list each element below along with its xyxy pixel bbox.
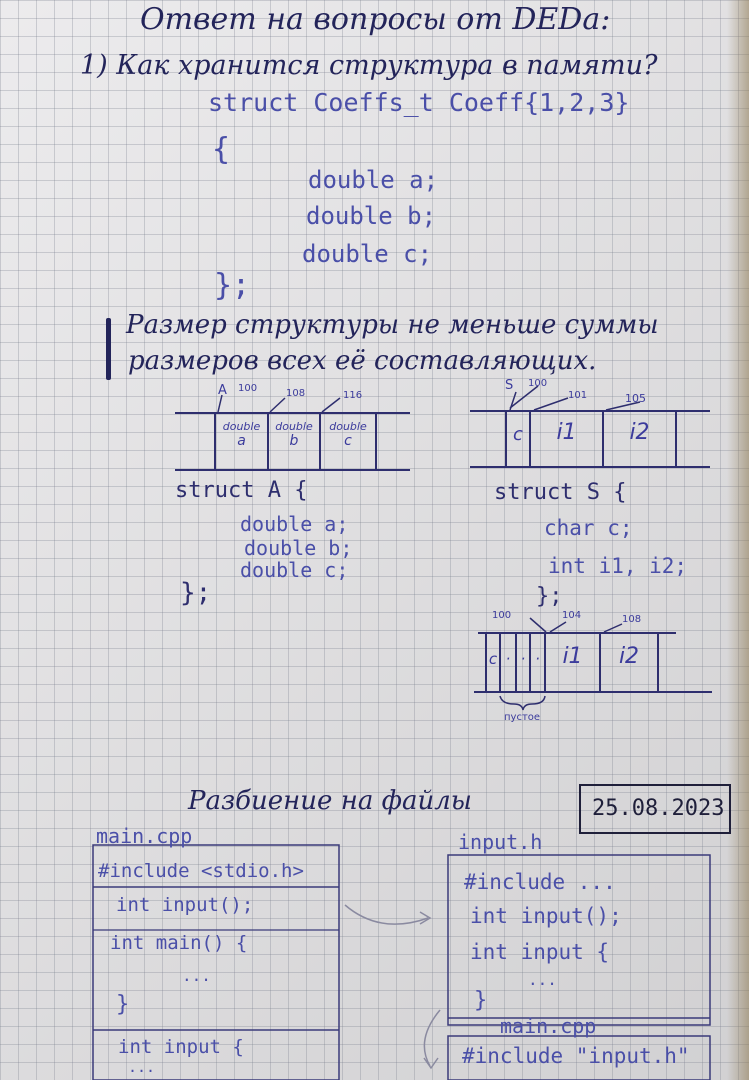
aligned-address-3: 108 <box>622 614 642 625</box>
struct-a-close: }; <box>180 578 212 608</box>
aligned-cell-pad-1: · <box>505 650 511 668</box>
struct-coeffs-open: { <box>212 132 231 167</box>
diagram-a-cell-2-name: b <box>289 433 299 449</box>
struct-coeffs-field-a: double a; <box>308 166 439 194</box>
main-cpp-line-4: ... <box>182 966 211 985</box>
struct-a-field-2: double b; <box>244 536 353 560</box>
aligned-address-2: 104 <box>562 610 582 621</box>
main-cpp-line-7: ... <box>128 1058 156 1076</box>
date-stamp: 25.08.2023 <box>592 796 725 821</box>
struct-coeffs-close: }; <box>214 268 251 303</box>
main-cpp-filename: main.cpp <box>96 824 193 848</box>
aligned-cell-c: c <box>488 650 498 668</box>
struct-s-close: }; <box>536 584 563 609</box>
aligned-cell-i2: i2 <box>618 644 640 669</box>
main-cpp-line-5: } <box>116 992 130 1017</box>
aligned-cell-pad-3: · <box>535 650 540 668</box>
diagram-s-address-3: 105 <box>625 392 646 405</box>
struct-a-field-1: double a; <box>240 512 349 536</box>
page-title: Ответ на вопросы от DEDа: <box>140 2 611 37</box>
struct-coeffs-decl: struct Coeffs_t Coeff{1,2,3} <box>208 88 630 117</box>
input-h-line-2: int input(); <box>470 904 622 928</box>
aligned-cell-pad-2: · <box>520 650 526 668</box>
diagram-a-cell-3-type: double <box>329 420 367 433</box>
note-line-2: размеров всех её составляющих. <box>128 346 597 376</box>
main-cpp-line-2: int input(); <box>116 894 254 916</box>
struct-coeffs-field-b: double b; <box>306 202 437 230</box>
diagram-a-address-1: 100 <box>238 383 258 394</box>
section-2-title: Разбиение на файлы <box>188 786 472 816</box>
diagram-a-cell-1-name: a <box>237 433 246 449</box>
struct-a-decl: struct A { <box>175 478 308 503</box>
diagram-a-address-3: 116 <box>343 390 363 401</box>
diagram-s-cell-c: c <box>513 424 523 445</box>
input-h-line-1: #include ... <box>464 870 616 894</box>
aligned-cell-i1: i1 <box>562 644 583 669</box>
input-h-filename: input.h <box>458 830 543 854</box>
diagram-a-cell-2 <box>268 420 320 448</box>
diagram-a-cell-3-name: c <box>344 433 352 449</box>
diagram-a-cell-3 <box>320 420 376 448</box>
question-1: 1) Как хранится структура в памяти? <box>80 50 658 81</box>
padding-label: пустое <box>504 712 541 723</box>
diagram-a-cell-2-type: double <box>275 420 313 433</box>
note-line-1: Размер структуры не меньше суммы <box>126 310 659 340</box>
diagram-s-pointer: S <box>505 378 514 393</box>
input-h-line-5: } <box>474 988 488 1013</box>
main-cpp-line-1: #include <stdio.h> <box>98 860 304 882</box>
struct-s-field-2: int i1, i2; <box>548 554 688 578</box>
input-h-line-3: int input { <box>470 940 610 964</box>
diagram-s-address-1: 100 <box>528 378 548 389</box>
input-h-line-4: ... <box>528 970 557 989</box>
struct-s-decl: struct S { <box>494 480 627 505</box>
main-cpp-line-6: int input { <box>118 1036 244 1058</box>
struct-s-field-1: char c; <box>544 516 633 540</box>
main-cpp2-filename: main.cpp <box>500 1014 597 1038</box>
struct-coeffs-field-c: double c; <box>302 240 433 268</box>
main-cpp-line-3: int main() { <box>110 932 248 954</box>
aligned-address-1: 100 <box>492 610 512 621</box>
diagram-a-pointer: A <box>218 383 227 398</box>
diagram-s-cell-i2: i2 <box>629 420 650 445</box>
diagram-s-cell-i1: i1 <box>556 420 577 445</box>
diagram-a-cell-1-type: double <box>222 420 261 433</box>
diagram-s-address-2: 101 <box>568 390 588 401</box>
diagram-a-address-2: 108 <box>286 388 306 399</box>
main-cpp2-line-1: #include "input.h" <box>462 1044 690 1068</box>
struct-a-field-3: double c; <box>240 558 349 582</box>
diagram-a-cell-1 <box>215 420 268 448</box>
